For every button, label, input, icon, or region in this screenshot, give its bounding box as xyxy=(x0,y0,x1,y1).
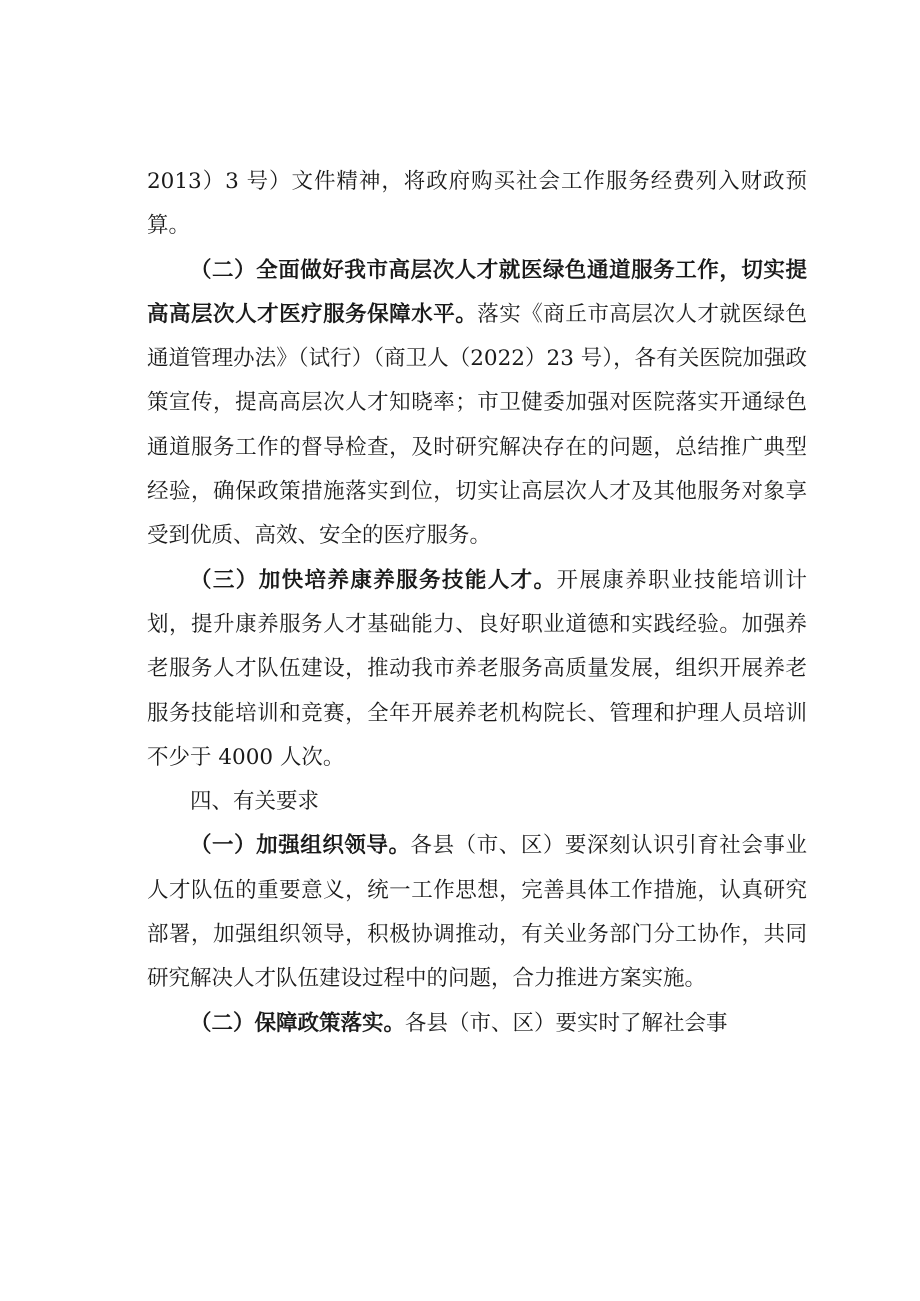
section-heading-requirements: 四、有关要求 xyxy=(190,789,320,815)
paragraph-lead-heading: （一）加强组织领导。 xyxy=(190,833,411,859)
paragraph-text: 开展康养职业技能培训计划，提升康养服务人才基础能力、良好职业道德和实践经验。加强养老服务人才队伍建设，推动我市养老服务高质量发展，组织开展养老服务技能培训和竞赛，全年开展养老机构院长、管理和护理人员培训不少于 4000 人次。 xyxy=(147,567,807,770)
paragraph-organization-leadership xyxy=(147,824,807,1001)
paragraph-policy-implementation xyxy=(147,1002,807,1046)
document-body xyxy=(147,160,807,1046)
paragraph-lead-heading: （二）全面做好我市高层次人才就医绿色通道服务工作，切实提高高层次人才医疗服务保障水平。 xyxy=(147,257,807,327)
paragraph-continuation xyxy=(147,160,807,249)
paragraph-text: 2013）3 号）文件精神，将政府购买社会工作服务经费列入财政预算。 xyxy=(147,169,807,239)
paragraph-lead-heading: （二）保障政策落实。 xyxy=(190,1010,406,1036)
paragraph-text: 各县（市、区）要深刻认识引育社会事业人才队伍的重要意义，统一工作思想，完善具体工作措施，认真研究部署，加强组织领导，积极协调推动，有关业务部门分工协作，共同研究解决人才队伍建设过程中的问题，合力推进方案实施。 xyxy=(147,833,807,992)
paragraph-lead-heading: （三）加快培养康养服务技能人才。 xyxy=(190,567,557,593)
paragraph-medical-green-channel xyxy=(147,249,807,559)
paragraph-text: 各县（市、区）要实时了解社会事 xyxy=(405,1010,728,1036)
paragraph-text: 落实《商丘市高层次人才就医绿色通道管理办法》（试行）（商卫人（2022）23 号），各有关医院加强政策宣传，提高高层次人才知晓率；市卫健委加强对医院落实开通绿色通道服务工作的督导检查，及时研究解决存在的问题，总结推广典型经验，确保政策措施落实到位，切实让高层次人才及其他服务对象享受到优质、高效、安全的医疗服务。 xyxy=(147,301,807,549)
paragraph-elderly-care-talent xyxy=(147,559,807,780)
